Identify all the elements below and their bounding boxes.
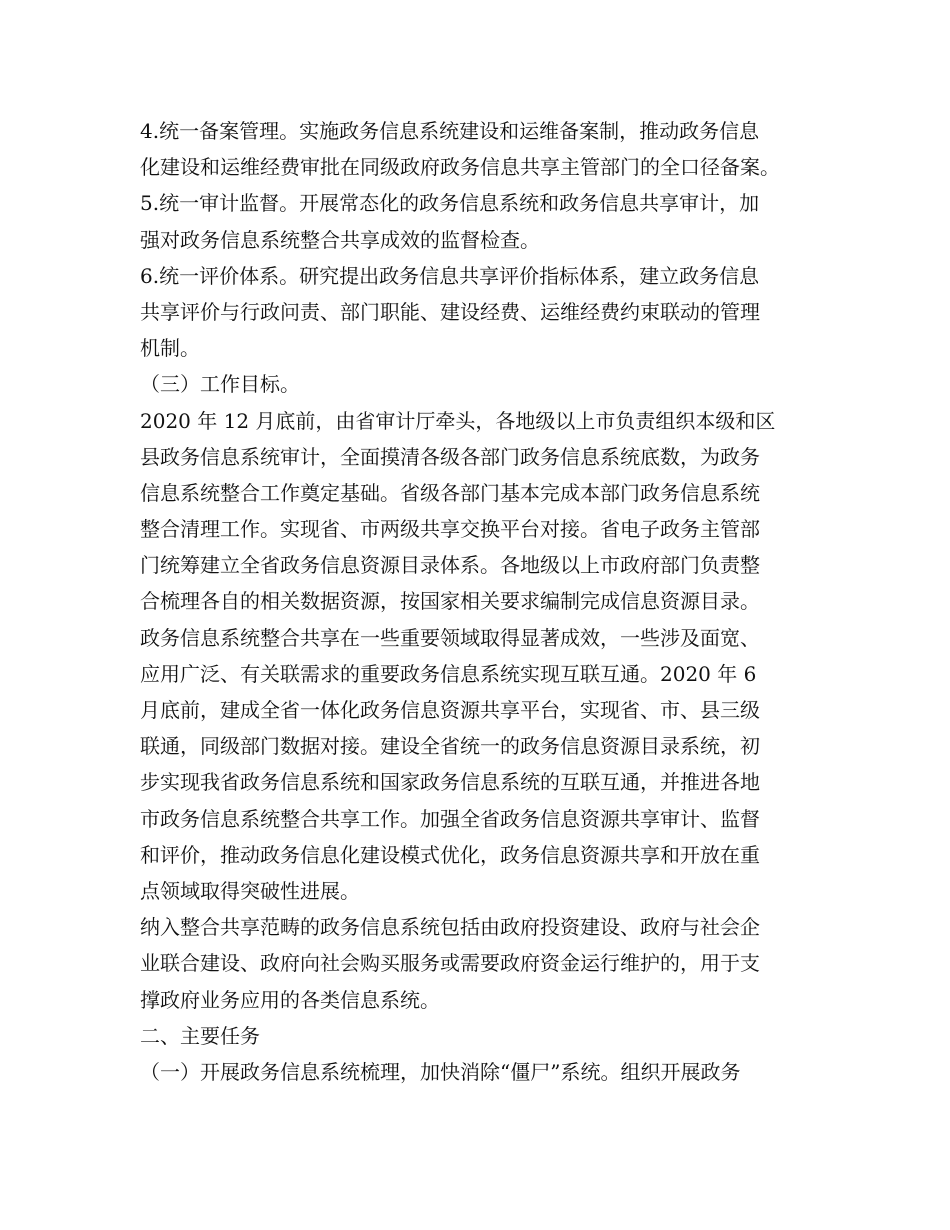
text-line: 纳入整合共享范畴的政务信息系统包括由政府投资建设、政府与社会企: [140, 915, 760, 940]
text-line: 点领域取得突破性进展。: [140, 878, 360, 903]
text-line: 化建设和运维经费审批在同级政府政务信息共享主管部门的全口径备案。: [140, 155, 780, 180]
text-line: 业联合建设、政府向社会购买服务或需要政府资金运行维护的，用于支: [140, 951, 760, 976]
text-line: 共享评价与行政问责、部门职能、建设经费、运维经费约束联动的管理: [140, 299, 760, 324]
text-line: 6.统一评价体系。研究提出政务信息共享评价指标体系，建立政务信息: [140, 263, 760, 288]
text-line: 机制。: [140, 336, 200, 361]
text-line: 联通，同级部门数据对接。建设全省统一的政务信息资源目录系统，初: [140, 734, 760, 759]
section-heading: （一）开展政务信息系统梳理，加快消除“僵尸”系统。组织开展政务: [140, 1059, 741, 1084]
section-heading: （三）工作目标。: [140, 372, 300, 397]
text-line: 整合清理工作。实现省、市两级共享交换平台对接。省电子政务主管部: [140, 517, 760, 542]
text-line: 5.统一审计监督。开展常态化的政务信息系统和政务信息共享审计，加: [140, 191, 760, 216]
text-line: 门统筹建立全省政务信息资源目录体系。各地级以上市政府部门负责整: [140, 553, 760, 578]
document-body: [140, 113, 820, 1090]
text-line: 步实现我省政务信息系统和国家政务信息系统的互联互通，并推进各地: [140, 770, 760, 795]
text-line: 撑政府业务应用的各类信息系统。: [140, 987, 440, 1012]
text-line: 合梳理各自的相关数据资源，按国家相关要求编制完成信息资源目录。: [140, 589, 760, 614]
text-line: 市政务信息系统整合共享工作。加强全省政务信息资源共享审计、监督: [140, 806, 760, 831]
text-line: 2020 年 12 月底前，由省审计厅牵头，各地级以上市负责组织本级和区: [140, 408, 776, 433]
text-line: 强对政务信息系统整合共享成效的监督检查。: [140, 227, 540, 252]
text-line: 信息系统整合工作奠定基础。省级各部门基本完成本部门政务信息系统: [140, 480, 760, 505]
text-line: 4.统一备案管理。实施政务信息系统建设和运维备案制，推动政务信息: [140, 119, 760, 143]
section-heading: 二、主要任务: [140, 1023, 260, 1048]
text-line: 政务信息系统整合共享在一些重要领域取得显著成效，一些涉及面宽、: [140, 625, 760, 650]
text-line: 和评价，推动政务信息化建设模式优化，政务信息资源共享和开放在重: [140, 842, 760, 867]
text-line: 月底前，建成全省一体化政务信息资源共享平台，实现省、市、县三级: [140, 698, 760, 722]
text-line: 应用广泛、有关联需求的重要政务信息系统实现互联互通。2020 年 6: [140, 661, 757, 686]
text-line: 县政务信息系统审计，全面摸清各级各部门政务信息系统底数，为政务: [140, 444, 760, 469]
